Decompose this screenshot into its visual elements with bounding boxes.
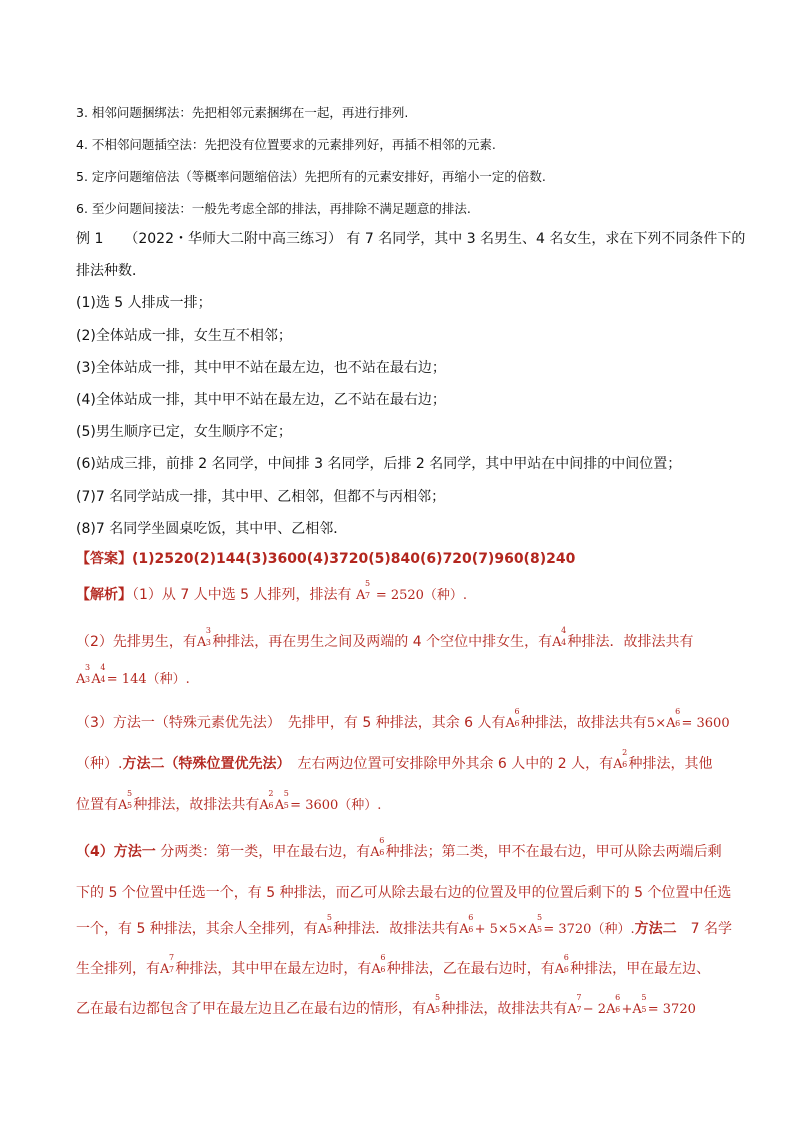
analysis-text: − 2 [582, 1002, 607, 1017]
analysis-text: 乙在最右边都包含了甲在最左边且乙在最右边的情形，有 [76, 1001, 426, 1017]
perm-symbol: A 3 3 [76, 663, 91, 687]
analysis-text: 种排法，再在男生之间及两端的 4 个空位中排女生，有 [212, 634, 553, 650]
analysis-text: = 3720 [647, 1002, 696, 1017]
perm-symbol: A 5 5 [274, 789, 289, 813]
perm-symbol: A 4 4 [552, 626, 567, 650]
perm-symbol: A 6 6 [371, 953, 386, 977]
analysis-text: （1）从 7 人中选 5 人排列，排法有 [132, 587, 352, 603]
analysis-text: 种排法，其他 [628, 756, 713, 772]
method-3: 3. 相邻问题捆绑法：先把相邻元素捆绑在一起，再进行排列. [76, 105, 409, 120]
analysis-2-cont [76, 663, 190, 689]
perm-symbol: A 5 7 [355, 579, 371, 603]
perm-symbol: A 2 6 [613, 748, 628, 772]
perm-symbol: A 4 4 [91, 663, 106, 687]
method-5: 5. 定序问题缩倍法（等概率问题缩倍法）先把所有的元素安排好，再缩小一定的倍数. [76, 169, 546, 184]
perm-symbol: A 5 5 [632, 993, 647, 1017]
analysis-4-cont: 下的 5 个位置中任选一个，有 5 种排法，而乙可从除去最右边的位置及甲的位置后剩下的 5 个位置中任选 [76, 885, 732, 901]
example-item-2: (2)全体站成一排，女生互不相邻； [76, 328, 292, 344]
analysis-label: 【解析】 [76, 587, 132, 603]
analysis-text: 一个，有 5 种排法，其余人全排列，有 [76, 921, 318, 937]
analysis-3 [76, 707, 730, 733]
perm-symbol: A 7 7 [160, 953, 175, 977]
answer-line [76, 550, 575, 568]
analysis-2 [76, 626, 694, 652]
analysis-text: = 2520（种）. [375, 588, 468, 603]
analysis-text: + 5×5× [474, 922, 528, 937]
perm-symbol: A 5 5 [527, 913, 543, 937]
analysis-4-cont3 [76, 953, 711, 979]
perm-symbol: A 2 6 [259, 789, 274, 813]
analysis-text: （种）. [76, 756, 123, 772]
analysis-text: + [621, 1002, 633, 1017]
analysis-3-cont2 [76, 789, 382, 815]
example-item-8: (8)7 名同学坐圆桌吃饭，其中甲、乙相邻． [76, 521, 348, 537]
analysis-text: 7 名学 [676, 921, 732, 937]
method-4: 4. 不相邻问题插空法：先把没有位置要求的元素排列好，再插不相邻的元素. [76, 137, 496, 152]
example-item-7: (7)7 名同学站成一排，其中甲、乙相邻，但都不与丙相邻； [76, 489, 446, 505]
analysis-text: 种排法，乙在最右边时，有 [386, 961, 555, 977]
example-item-6: (6)站成三排，前排 2 名同学，中间排 3 名同学，后排 2 名同学，其中甲站在中间排的中间位置； [76, 456, 682, 472]
perm-symbol: A 6 6 [554, 953, 569, 977]
analysis-text: （3）方法一（特殊元素优先法） 先排甲，有 5 种排法，其余 6 人有 [76, 715, 506, 731]
analysis-text: 5× [646, 716, 667, 731]
analysis-1 [76, 579, 468, 605]
analysis-text: 生全排列，有 [76, 961, 160, 977]
perm-symbol: A 6 6 [606, 993, 621, 1017]
analysis-text: 分两类：第一类，甲在最右边，有 [160, 844, 371, 860]
analysis-text: = 3600（种）. [290, 798, 382, 813]
analysis-text: = 144（种）. [106, 672, 190, 687]
analysis-text: （2）先排男生，有 [76, 634, 197, 650]
answer-text: (1)2520(2)144(3)3600(4)3720(5)840(6)720(7)960(8)240 [132, 551, 576, 567]
method-label: 方法二（特殊位置优先法） [122, 756, 284, 772]
example-item-3: (3)全体站成一排，其中甲不站在最左边，也不站在最右边； [76, 360, 446, 376]
perm-symbol: A 3 3 [196, 626, 212, 650]
perm-symbol: A 5 5 [317, 913, 332, 937]
perm-symbol: A 5 5 [118, 789, 133, 813]
analysis-text: = 3720（种）. [543, 922, 635, 937]
analysis-text: 位置有 [76, 797, 118, 813]
example-intro-cont: 排法种数． [76, 263, 146, 279]
analysis-text: 种排法，故排法共有 [133, 797, 260, 813]
perm-symbol: A 5 5 [426, 993, 441, 1017]
analysis-text: 左右两边位置可安排除甲外其余 6 人中的 2 人，有 [283, 756, 614, 772]
analysis-text: 种排法，其中甲在最左边时，有 [175, 961, 372, 977]
analysis-text: 种排法，甲在最左边、 [570, 961, 711, 977]
perm-symbol: A 6 6 [666, 707, 681, 731]
example-item-5: (5)男生顺序已定，女生顺序不定； [76, 424, 292, 440]
analysis-text: 种排法，故排法共有 [441, 1001, 568, 1017]
analysis-4-cont2 [76, 913, 732, 939]
analysis-4-cont4 [76, 993, 696, 1019]
example-intro: 例 1 （2022・华师大二附中高三练习） 有 7 名同学，其中 3 名男生、4 名女生，求在下列不同条件下的 [76, 231, 746, 247]
example-item-4: (4)全体站成一排，其中甲不站在最左边，乙不站在最右边； [76, 392, 446, 408]
method-label: （4）方法一 [76, 844, 156, 860]
method-label: 方法二 [634, 921, 677, 937]
answer-label: 【答案】 [76, 551, 132, 567]
perm-symbol: A 6 6 [505, 707, 520, 731]
example-item-1: (1)选 5 人排成一排； [76, 295, 212, 311]
analysis-text: 种排法．故排法共有 [333, 921, 460, 937]
perm-symbol: A 6 6 [459, 913, 474, 937]
analysis-4 [76, 836, 722, 862]
analysis-3-cont [76, 748, 713, 774]
perm-symbol: A 6 6 [370, 836, 385, 860]
analysis-text: 种排法．故排法共有 [567, 634, 694, 650]
analysis-text: 种排法，故排法共有 [520, 715, 647, 731]
analysis-text: = 3600 [681, 716, 730, 731]
method-6: 6. 至少问题间接法：一般先考虑全部的排法，再排除不满足题意的排法. [76, 201, 471, 216]
perm-symbol: A 7 7 [567, 993, 582, 1017]
analysis-text: 种排法；第二类，甲不在最右边，甲可从除去两端后剩 [385, 844, 722, 860]
